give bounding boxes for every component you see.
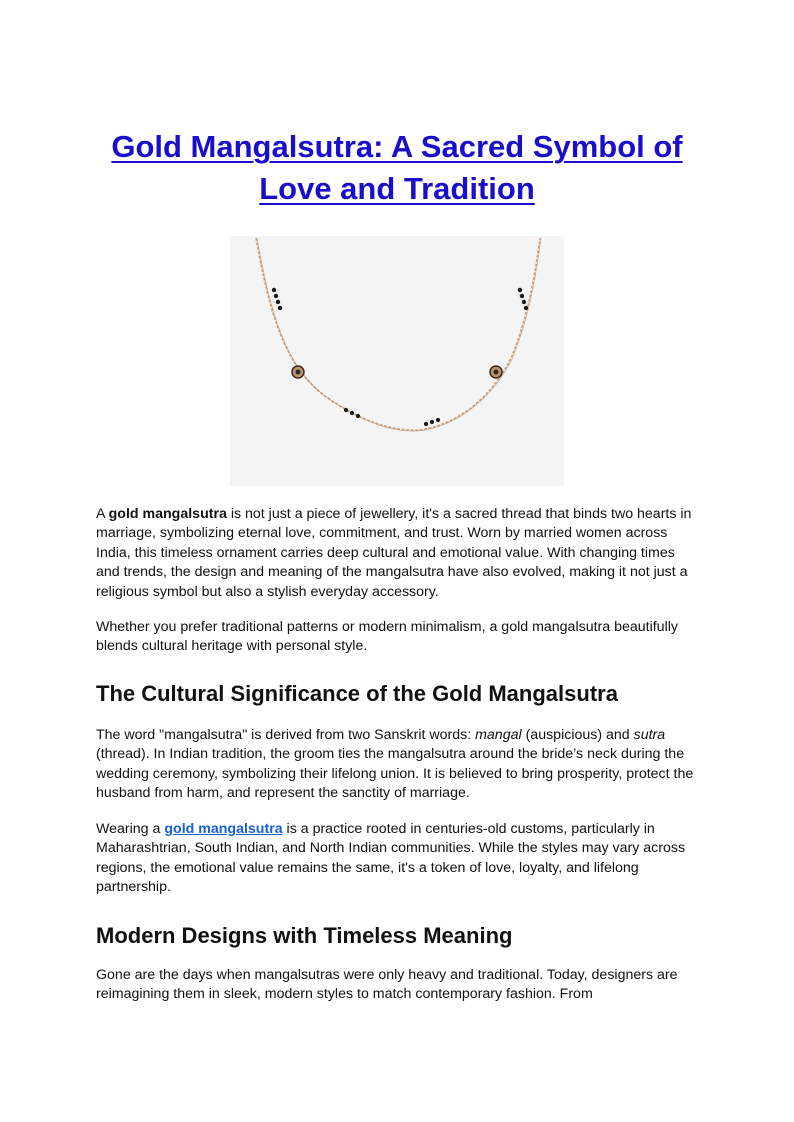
s1-italic-mangal: mangal	[475, 727, 522, 743]
s1-text-c: (thread). In Indian tradition, the groom ties the mangalsutra around the bride’s neck during the wedding ceremony, symbolizing their lifelong union. It is believed to bring prosperity, protect the husband from harm, and represent the sanctity of marriage.	[96, 746, 694, 802]
section1-heading: The Cultural Significance of the Gold Mangalsutra	[96, 681, 618, 706]
title-line-1[interactable]: Gold Mangalsutra: A Sacred Symbol of	[111, 129, 683, 164]
section2-paragraph-1	[96, 966, 702, 1005]
intro-text-a: A	[96, 506, 109, 522]
intro-p2-text: Whether you prefer traditional patterns or modern minimalism, a gold mangalsutra beautifully blends cultural heritage with personal style.	[96, 619, 678, 655]
s1p2-text-a: Wearing a	[96, 821, 165, 837]
mangalsutra-image	[230, 236, 564, 486]
s1p2-text-b: is a practice rooted in centuries-old customs, particularly in Maharashtrian, South Indian, and North Indian communities. While the styles may vary across regions, the emotional value remains the same, it's a token of love, loyalty, and lifelong partnership.	[96, 821, 686, 896]
intro-paragraph-2	[96, 618, 702, 657]
s1-text-b: (auspicious) and	[521, 727, 634, 743]
gold-mangalsutra-link[interactable]: gold mangalsutra	[164, 821, 283, 837]
section1-paragraph-1	[96, 726, 702, 804]
title-line-2[interactable]: Love and Tradition	[259, 171, 535, 206]
section2-heading: Modern Designs with Timeless Meaning	[96, 923, 513, 948]
s1-text-a: The word "mangalsutra" is derived from two Sanskrit words:	[96, 727, 476, 743]
intro-bold-term: gold mangalsutra	[108, 506, 227, 522]
page-title[interactable]	[96, 126, 698, 210]
gold-mangalsutra-necklace-photo-icon	[230, 236, 564, 486]
section1-paragraph-2	[96, 820, 702, 898]
intro-paragraph-1	[96, 505, 702, 602]
s2p1-text: Gone are the days when mangalsutras were only heavy and traditional. Today, designers are reimagining them in sleek, modern styles to match contemporary fashion. From	[96, 967, 678, 1003]
title-link[interactable]	[111, 129, 682, 206]
s1-italic-sutra: sutra	[633, 727, 666, 743]
intro-text-b: is not just a piece of jewellery, it's a sacred thread that binds two hearts in marriage, symbolizing eternal love, commitment, and trust. Worn by married women across India, this timeless ornament carries deep cultural and emotional value. With changing times and trends, the design and meaning of the mangalsutra have also evolved, making it not just a religious symbol but also a stylish everyday accessory.	[96, 506, 692, 600]
